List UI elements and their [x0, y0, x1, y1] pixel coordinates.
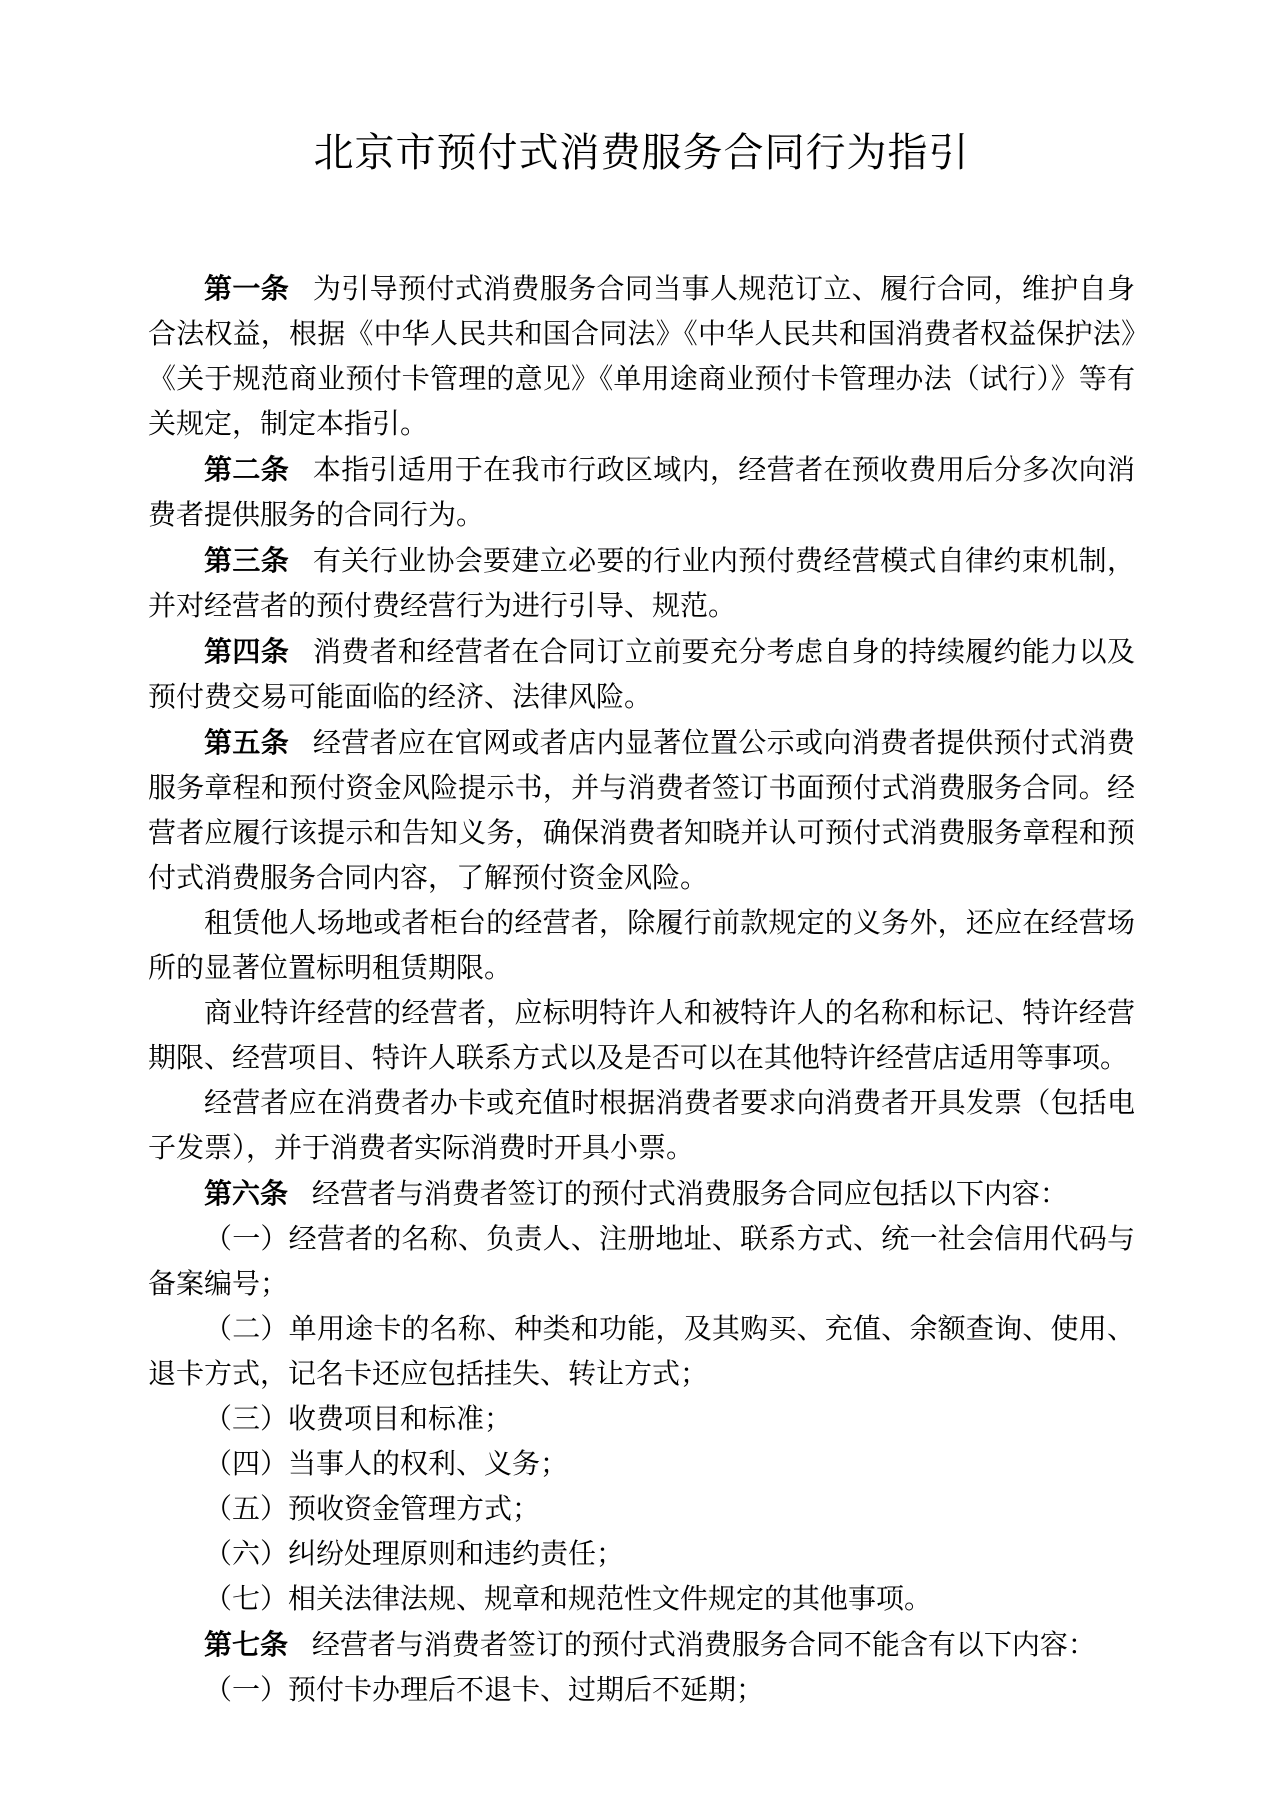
paragraph-text: 租赁他人场地或者柜台的经营者，除履行前款规定的义务外，还应在经营场所的显著位置标明租赁期限。	[148, 908, 1135, 984]
paragraph	[148, 1397, 1135, 1442]
paragraph	[148, 991, 1135, 1081]
paragraph-text: （一）经营者的名称、负责人、注册地址、联系方式、统一社会信用代码与备案编号；	[148, 1224, 1135, 1300]
paragraph	[148, 1532, 1135, 1577]
paragraph-text: 本指引适用于在我市行政区域内，经营者在预收费用后分多次向消费者提供服务的合同行为。	[148, 455, 1135, 531]
article-label: 第六条	[204, 1178, 289, 1209]
paragraph	[148, 1307, 1135, 1397]
article-label: 第一条	[204, 273, 290, 304]
paragraph	[148, 1622, 1135, 1668]
article-label: 第七条	[204, 1629, 289, 1660]
document-title: 北京市预付式消费服务合同行为指引	[313, 131, 970, 175]
paragraph-text: 有关行业协会要建立必要的行业内预付费经营模式自律约束机制，并对经营者的预付费经营行为进行引导、规范。	[148, 546, 1135, 622]
paragraph	[148, 447, 1135, 538]
paragraph	[148, 629, 1135, 720]
paragraph	[148, 1442, 1135, 1487]
article-label: 第四条	[204, 636, 290, 667]
paragraph	[148, 720, 1135, 901]
paragraph-text: 经营者与消费者签订的预付式消费服务合同不能含有以下内容：	[311, 1630, 1096, 1661]
paragraph-text: 商业特许经营的经营者，应标明特许人和被特许人的名称和标记、特许经营期限、经营项目、特许人联系方式以及是否可以在其他特许经营店适用等事项。	[148, 998, 1135, 1074]
paragraph-text: （七）相关法律法规、规章和规范性文件规定的其他事项。	[204, 1584, 933, 1615]
paragraph-text: 经营者应在官网或者店内显著位置公示或向消费者提供预付式消费服务章程和预付资金风险提示书，并与消费者签订书面预付式消费服务合同。经营者应履行该提示和告知义务，确保消费者知晓并认可预付式消费服务章程和预付式消费服务合同内容，了解预付资金风险。	[148, 728, 1135, 894]
paragraph	[148, 1577, 1135, 1622]
paragraph	[148, 1217, 1135, 1307]
paragraph-text: （二）单用途卡的名称、种类和功能，及其购买、充值、余额查询、使用、退卡方式，记名卡还应包括挂失、转让方式；	[148, 1314, 1135, 1390]
paragraph	[148, 538, 1135, 629]
paragraph	[148, 1081, 1135, 1171]
paragraph	[148, 1668, 1135, 1713]
paragraph	[148, 1487, 1135, 1532]
paragraph	[148, 1171, 1135, 1217]
article-label: 第三条	[204, 545, 290, 576]
paragraph	[148, 266, 1135, 447]
paragraph-text: 经营者应在消费者办卡或充值时根据消费者要求向消费者开具发票（包括电子发票），并于消费者实际消费时开具小票。	[148, 1088, 1135, 1164]
paragraph	[148, 901, 1135, 991]
article-label: 第二条	[204, 454, 290, 485]
paragraph-text: 消费者和经营者在合同订立前要充分考虑自身的持续履约能力以及预付费交易可能面临的经济、法律风险。	[148, 637, 1135, 713]
paragraph-text: 为引导预付式消费服务合同当事人规范订立、履行合同，维护自身合法权益，根据《中华人民共和国合同法》《中华人民共和国消费者权益保护法》《关于规范商业预付卡管理的意见》《单用途商业预付卡管理办法（试行）》等有关规定，制定本指引。	[148, 274, 1135, 440]
paragraph-text: 经营者与消费者签订的预付式消费服务合同应包括以下内容：	[311, 1179, 1068, 1210]
article-label: 第五条	[204, 727, 290, 758]
paragraph-text: （一）预付卡办理后不退卡、过期后不延期；	[204, 1675, 765, 1706]
paragraph-text: （六）纠纷处理原则和违约责任；	[204, 1539, 625, 1570]
paragraph-text: （三）收费项目和标准；	[204, 1404, 513, 1435]
document-body	[148, 266, 1135, 1713]
paragraph-text: （四）当事人的权利、义务；	[204, 1449, 569, 1480]
paragraph-text: （五）预收资金管理方式；	[204, 1494, 541, 1525]
